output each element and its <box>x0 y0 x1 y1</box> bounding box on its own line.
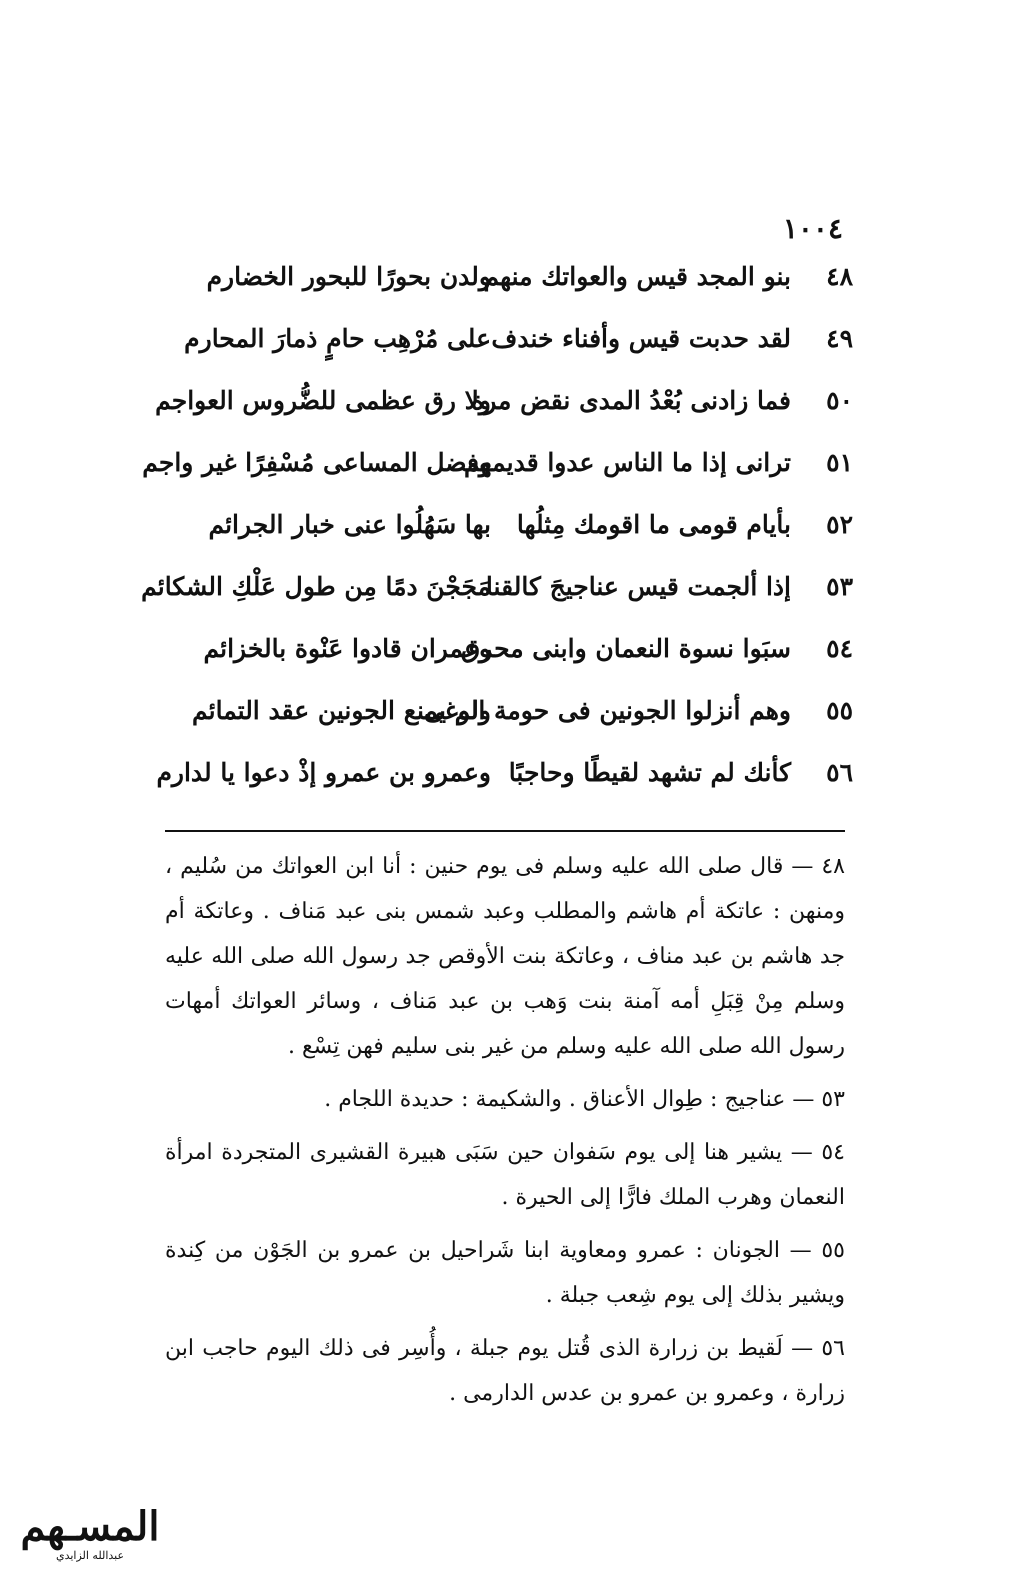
verse-first-hemistich: كأنك لم تشهد لقيطًا وحاجبًا <box>508 758 791 787</box>
verse-row <box>142 448 853 510</box>
verse-first-hemistich: وهم أنزلوا الجونين فى حومة الوغى <box>423 696 791 725</box>
verse-number: ٥٢ <box>826 510 853 539</box>
verse-first-hemistich: لقد حدبت قيس وأفناء خندف <box>491 324 791 353</box>
page-number: ١٠٠٤ <box>782 212 843 245</box>
verse-first-hemistich: فما زادنى بُعْدُ المدى نقض مرة <box>471 386 791 415</box>
verse-second-hemistich: على مُرْهِب حامٍ ذمارَ المحارم <box>184 324 491 353</box>
verse-first-hemistich: ترانى إذا ما الناس عدوا قديمهم <box>464 448 791 477</box>
verse-first-hemistich: بأيام قومى ما اقومك مِثلُها <box>516 510 791 539</box>
verse-second-hemistich: وعمرو بن عمرو إذْ دعوا يا لدارم <box>156 758 491 787</box>
verse-row <box>141 572 853 634</box>
verse-number: ٥٠ <box>826 386 853 415</box>
poem-verses <box>141 262 853 820</box>
verse-second-hemistich: ولا رق عظمى للضُّروس العواجم <box>155 386 491 415</box>
verse-second-hemistich: بها سَهُلُوا عنى خبار الجرائم <box>208 510 491 539</box>
verse-row <box>156 758 853 820</box>
verse-second-hemistich: وفضل المساعى مُسْفِرًا غير واجم <box>142 448 491 477</box>
footnote: ٥٣ — عناجيج : طِوال الأعناق . والشكيمة : حديدة اللجام . <box>324 1087 845 1112</box>
footnotes <box>165 844 845 1424</box>
verse-row <box>163 696 853 758</box>
verse-first-hemistich: سبَوا نسوة النعمان وابنى محرق <box>460 634 791 663</box>
verse-second-hemistich: وعمران قادوا عَنْوة بالخزائم <box>203 634 491 663</box>
verse-first-hemistich: بنو المجد قيس والعواتك منهم <box>483 262 791 291</box>
footnote: ٥٥ — الجونان : عمرو ومعاوية ابنا شَراحيل بن عمرو بن الجَوْن من كِندة ويشير بذلك إلى يوم شِعب جبلة . <box>165 1238 845 1308</box>
footnote-divider <box>165 830 845 832</box>
verse-row <box>163 510 853 572</box>
footnote: ٥٦ — لَقيط بن زرارة الذى قُتل يوم جبلة ، وأُسِر فى ذلك اليوم حاجب ابن زرارة ، وعمرو بن عمرو بن عدس الدارمى . <box>165 1336 845 1406</box>
stamp-title: المسـهم <box>20 1503 160 1550</box>
verse-row <box>163 634 853 696</box>
library-stamp <box>10 1505 170 1575</box>
footnote: ٥٤ — يشير هنا إلى يوم سَفوان حين سَبَى هبيرة القشيرى المتجردة امرأة النعمان وهرب الملك فارًّا إلى الحيرة . <box>165 1140 845 1210</box>
verse-row <box>155 386 853 448</box>
stamp-subtitle: عبدالله الزايدي <box>55 1549 125 1562</box>
verse-second-hemistich: ولدن بحورًا للبحور الخضارم <box>206 262 491 291</box>
verse-row <box>163 324 853 386</box>
verse-second-hemistich: مَجَجْنَ دمًا مِن طول عَلْكِ الشكائم <box>141 572 491 601</box>
verse-number: ٥٣ <box>826 572 853 601</box>
footnote: ٤٨ — قال صلى الله عليه وسلم فى يوم حنين : أنا ابن العواتك من سُليم ، ومنهن : عاتكة أم هاشم والمطلب وعبد شمس بنى عبد مَناف . وعاتكة أم جد هاشم بن عبد مناف ، وعاتكة بنت الأوقص جد رسول الله صلى الله عليه وسلم مِنْ قِبَلِ أمه آمنة بنت وَهب بن عبد مَناف ، وسائر العواتك أمهات رسول الله صلى الله عليه وسلم من غير بنى سليم فهن تِسْع . <box>165 854 845 1059</box>
verse-number: ٤٨ <box>826 262 853 291</box>
verse-row <box>163 262 853 324</box>
verse-first-hemistich: إذا ألجمت قيس عناجيجَ كالقنا <box>485 572 791 601</box>
verse-number: ٥٦ <box>826 758 853 787</box>
verse-number: ٥٤ <box>826 634 853 663</box>
verse-number: ٥٥ <box>826 696 853 725</box>
verse-number: ٥١ <box>826 448 853 477</box>
verse-second-hemistich: ولم يمنع الجونين عقد التمائم <box>191 696 491 725</box>
verse-number: ٤٩ <box>826 324 853 353</box>
